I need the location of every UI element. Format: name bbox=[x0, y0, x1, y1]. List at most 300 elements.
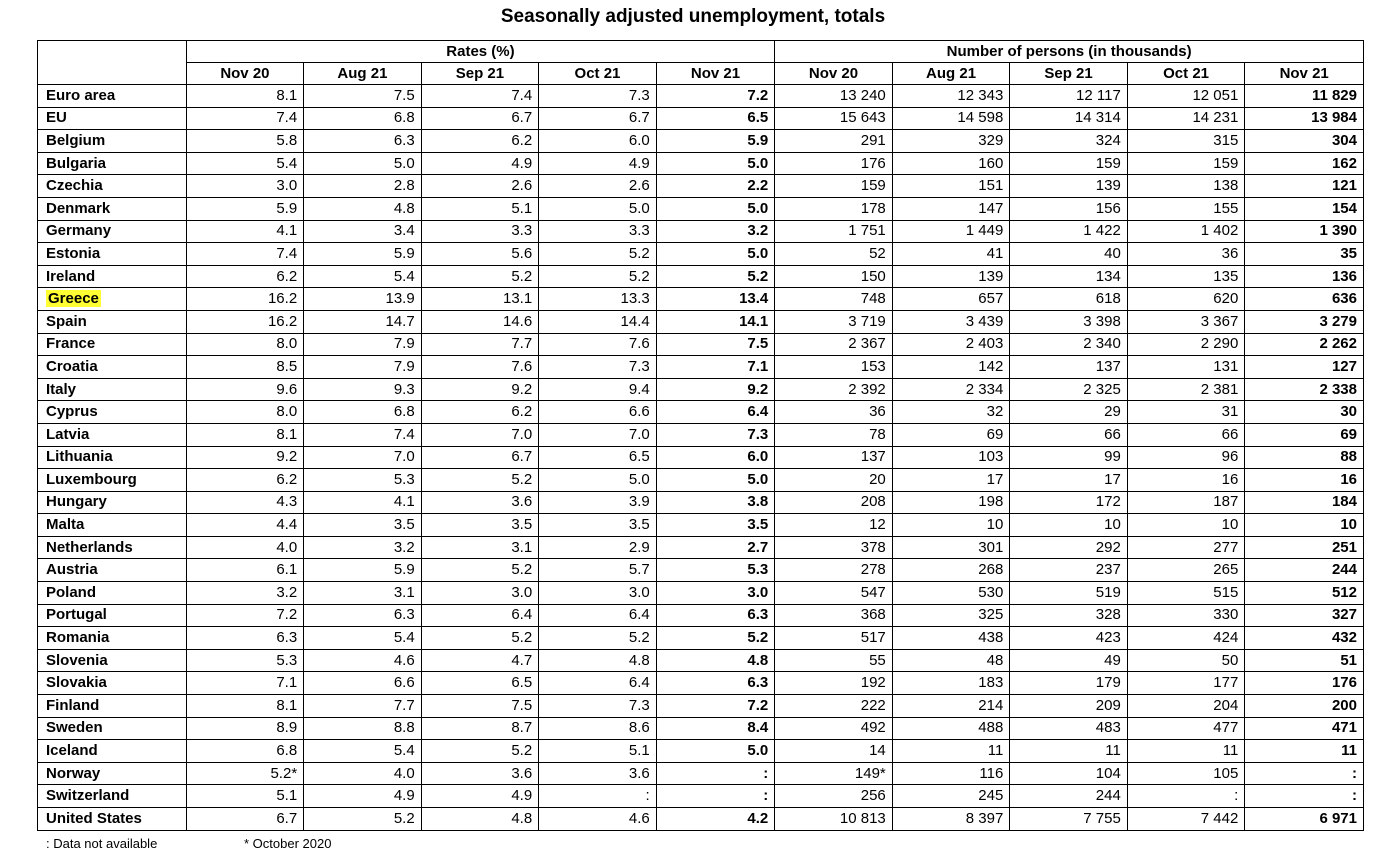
rate-cell: 6.2 bbox=[421, 401, 539, 424]
country-name bbox=[38, 378, 187, 401]
persons-cell: 368 bbox=[775, 604, 893, 627]
country-name bbox=[38, 288, 187, 311]
persons-cell: 176 bbox=[775, 152, 893, 175]
persons-cell: 10 bbox=[892, 514, 1010, 537]
persons-cell: 35 bbox=[1245, 243, 1364, 266]
rate-cell: 3.8 bbox=[656, 491, 775, 514]
rate-cell: 6.3 bbox=[656, 604, 775, 627]
persons-cell: 2 334 bbox=[892, 378, 1010, 401]
rate-cell: 5.2 bbox=[421, 740, 539, 763]
country-label: Romania bbox=[46, 629, 110, 647]
persons-cell: 69 bbox=[1245, 423, 1364, 446]
rate-cell: : bbox=[656, 762, 775, 785]
country-name bbox=[38, 152, 187, 175]
persons-cell: 14 bbox=[775, 740, 893, 763]
persons-cell: 432 bbox=[1245, 627, 1364, 650]
persons-cell: 159 bbox=[775, 175, 893, 198]
header-persons-month: Nov 20 bbox=[775, 63, 893, 85]
country-name bbox=[38, 536, 187, 559]
rate-cell: 9.2 bbox=[656, 378, 775, 401]
persons-cell: 12 bbox=[775, 514, 893, 537]
persons-cell: 184 bbox=[1245, 491, 1364, 514]
header-persons-month: Aug 21 bbox=[892, 63, 1010, 85]
rate-cell: 3.6 bbox=[421, 491, 539, 514]
rate-cell: 7.0 bbox=[539, 423, 657, 446]
rate-cell: 3.3 bbox=[421, 220, 539, 243]
persons-cell: 278 bbox=[775, 559, 893, 582]
rate-cell: 7.0 bbox=[421, 423, 539, 446]
country-name bbox=[38, 310, 187, 333]
table-row bbox=[38, 401, 1364, 424]
rate-cell: 5.2 bbox=[421, 559, 539, 582]
persons-cell: 162 bbox=[1245, 152, 1364, 175]
rate-cell: 3.9 bbox=[539, 491, 657, 514]
country-label: Poland bbox=[46, 583, 97, 601]
country-name bbox=[38, 469, 187, 492]
country-name bbox=[38, 130, 187, 153]
rate-cell: 7.1 bbox=[656, 356, 775, 379]
persons-cell: 192 bbox=[775, 672, 893, 695]
unemployment-table bbox=[37, 40, 1364, 831]
persons-cell: 2 403 bbox=[892, 333, 1010, 356]
header-rates-month: Sep 21 bbox=[421, 63, 539, 85]
country-name bbox=[38, 220, 187, 243]
persons-cell: 277 bbox=[1127, 536, 1245, 559]
persons-cell: 178 bbox=[775, 197, 893, 220]
rate-cell: 13.9 bbox=[304, 288, 422, 311]
rate-cell: 3.4 bbox=[304, 220, 422, 243]
rate-cell: 8.0 bbox=[186, 333, 304, 356]
rate-cell: 4.8 bbox=[656, 649, 775, 672]
country-label: Austria bbox=[46, 561, 98, 579]
persons-cell: 244 bbox=[1245, 559, 1364, 582]
country-name bbox=[38, 514, 187, 537]
persons-cell: 78 bbox=[775, 423, 893, 446]
table-row bbox=[38, 378, 1364, 401]
rate-cell: 8.9 bbox=[186, 717, 304, 740]
persons-cell: 237 bbox=[1010, 559, 1128, 582]
persons-cell: 488 bbox=[892, 717, 1010, 740]
persons-cell: 154 bbox=[1245, 197, 1364, 220]
table-row bbox=[38, 85, 1364, 108]
persons-cell: 11 bbox=[1245, 740, 1364, 763]
persons-cell: 7 442 bbox=[1127, 808, 1245, 831]
rate-cell: 4.0 bbox=[304, 762, 422, 785]
country-name bbox=[38, 695, 187, 718]
persons-cell: 315 bbox=[1127, 130, 1245, 153]
persons-cell: 66 bbox=[1010, 423, 1128, 446]
persons-cell: : bbox=[1245, 785, 1364, 808]
country-name bbox=[38, 265, 187, 288]
table-row bbox=[38, 604, 1364, 627]
rate-cell: 5.4 bbox=[304, 265, 422, 288]
rate-cell: 4.2 bbox=[656, 808, 775, 831]
persons-cell: 10 813 bbox=[775, 808, 893, 831]
table-title: Seasonally adjusted unemployment, totals bbox=[500, 6, 886, 27]
persons-cell: 329 bbox=[892, 130, 1010, 153]
persons-cell: 1 402 bbox=[1127, 220, 1245, 243]
persons-cell: : bbox=[1245, 762, 1364, 785]
persons-cell: : bbox=[1127, 785, 1245, 808]
rate-cell: 8.5 bbox=[186, 356, 304, 379]
persons-cell: 69 bbox=[892, 423, 1010, 446]
persons-cell: 36 bbox=[1127, 243, 1245, 266]
rate-cell: 4.0 bbox=[186, 536, 304, 559]
persons-cell: 620 bbox=[1127, 288, 1245, 311]
country-label: United States bbox=[46, 809, 142, 827]
persons-cell: 636 bbox=[1245, 288, 1364, 311]
rate-cell: 6.3 bbox=[656, 672, 775, 695]
country-label: Latvia bbox=[46, 425, 90, 443]
persons-cell: 31 bbox=[1127, 401, 1245, 424]
country-label: Cyprus bbox=[46, 403, 98, 421]
persons-cell: 159 bbox=[1010, 152, 1128, 175]
header-rates-month: Oct 21 bbox=[539, 63, 657, 85]
header-persons-month: Oct 21 bbox=[1127, 63, 1245, 85]
rate-cell: 6.4 bbox=[421, 604, 539, 627]
persons-cell: 12 117 bbox=[1010, 85, 1128, 108]
persons-cell: 99 bbox=[1010, 446, 1128, 469]
rate-cell: 5.7 bbox=[539, 559, 657, 582]
persons-cell: 137 bbox=[775, 446, 893, 469]
rate-cell: 7.7 bbox=[421, 333, 539, 356]
rate-cell: 5.2* bbox=[186, 762, 304, 785]
rate-cell: 3.1 bbox=[421, 536, 539, 559]
rate-cell: 5.2 bbox=[539, 265, 657, 288]
persons-cell: 423 bbox=[1010, 627, 1128, 650]
table-row bbox=[38, 446, 1364, 469]
rate-cell: 5.2 bbox=[421, 627, 539, 650]
country-label: France bbox=[46, 335, 96, 353]
rate-cell: 3.0 bbox=[421, 582, 539, 605]
persons-cell: 291 bbox=[775, 130, 893, 153]
rate-cell: 7.3 bbox=[539, 85, 657, 108]
country-label: Italy bbox=[46, 380, 77, 398]
persons-cell: 256 bbox=[775, 785, 893, 808]
rate-cell: 7.4 bbox=[421, 85, 539, 108]
rate-cell: 6.0 bbox=[539, 130, 657, 153]
country-label: Malta bbox=[46, 516, 85, 534]
persons-cell: 204 bbox=[1127, 695, 1245, 718]
rate-cell: 4.9 bbox=[304, 785, 422, 808]
rate-cell: 6.4 bbox=[656, 401, 775, 424]
rate-cell: 5.0 bbox=[656, 243, 775, 266]
rate-cell: 5.2 bbox=[539, 627, 657, 650]
table-row bbox=[38, 130, 1364, 153]
rate-cell: 6.8 bbox=[304, 107, 422, 130]
persons-cell: 328 bbox=[1010, 604, 1128, 627]
rate-cell: 5.0 bbox=[539, 197, 657, 220]
persons-cell: 330 bbox=[1127, 604, 1245, 627]
country-name bbox=[38, 107, 187, 130]
country-name bbox=[38, 491, 187, 514]
rate-cell: 5.2 bbox=[421, 469, 539, 492]
persons-cell: 134 bbox=[1010, 265, 1128, 288]
country-name bbox=[38, 627, 187, 650]
rate-cell: 14.4 bbox=[539, 310, 657, 333]
rate-cell: 6.8 bbox=[304, 401, 422, 424]
persons-cell: 147 bbox=[892, 197, 1010, 220]
country-name bbox=[38, 582, 187, 605]
persons-cell: 657 bbox=[892, 288, 1010, 311]
table-row bbox=[38, 333, 1364, 356]
persons-cell: 15 643 bbox=[775, 107, 893, 130]
country-label: Hungary bbox=[46, 493, 107, 511]
table-row bbox=[38, 627, 1364, 650]
rate-cell: 4.9 bbox=[539, 152, 657, 175]
persons-cell: 618 bbox=[1010, 288, 1128, 311]
rate-cell: 6.5 bbox=[656, 107, 775, 130]
table-row bbox=[38, 672, 1364, 695]
rate-cell: 2.6 bbox=[421, 175, 539, 198]
country-name bbox=[38, 423, 187, 446]
rate-cell: 8.1 bbox=[186, 423, 304, 446]
persons-cell: 153 bbox=[775, 356, 893, 379]
persons-cell: 8 397 bbox=[892, 808, 1010, 831]
persons-cell: 11 bbox=[1010, 740, 1128, 763]
persons-cell: 104 bbox=[1010, 762, 1128, 785]
table-row bbox=[38, 740, 1364, 763]
rate-cell: 9.2 bbox=[186, 446, 304, 469]
rate-cell: 6.2 bbox=[186, 265, 304, 288]
persons-cell: 40 bbox=[1010, 243, 1128, 266]
rate-cell: : bbox=[656, 785, 775, 808]
rate-cell: 6.0 bbox=[656, 446, 775, 469]
persons-cell: 116 bbox=[892, 762, 1010, 785]
persons-cell: 10 bbox=[1245, 514, 1364, 537]
rate-cell: 4.4 bbox=[186, 514, 304, 537]
header-rates-month: Aug 21 bbox=[304, 63, 422, 85]
table-row bbox=[38, 808, 1364, 831]
rate-cell: 5.0 bbox=[656, 197, 775, 220]
country-name bbox=[38, 446, 187, 469]
table-row bbox=[38, 695, 1364, 718]
rate-cell: 9.4 bbox=[539, 378, 657, 401]
persons-cell: 2 290 bbox=[1127, 333, 1245, 356]
persons-cell: 150 bbox=[775, 265, 893, 288]
country-label: Slovenia bbox=[46, 651, 108, 669]
persons-cell: 547 bbox=[775, 582, 893, 605]
rate-cell: 6.1 bbox=[186, 559, 304, 582]
country-name bbox=[38, 808, 187, 831]
country-name bbox=[38, 333, 187, 356]
rate-cell: 4.6 bbox=[539, 808, 657, 831]
table-row bbox=[38, 220, 1364, 243]
rate-cell: : bbox=[539, 785, 657, 808]
country-label: Bulgaria bbox=[46, 154, 107, 172]
table-row bbox=[38, 197, 1364, 220]
country-label: Netherlands bbox=[46, 538, 133, 556]
country-label: Ireland bbox=[46, 267, 96, 285]
rate-cell: 4.8 bbox=[304, 197, 422, 220]
rate-cell: 8.7 bbox=[421, 717, 539, 740]
persons-cell: 2 262 bbox=[1245, 333, 1364, 356]
persons-cell: 12 051 bbox=[1127, 85, 1245, 108]
rate-cell: 5.9 bbox=[304, 243, 422, 266]
rate-cell: 5.4 bbox=[186, 152, 304, 175]
persons-cell: 88 bbox=[1245, 446, 1364, 469]
rate-cell: 7.3 bbox=[539, 695, 657, 718]
persons-cell: 16 bbox=[1245, 469, 1364, 492]
country-label: Norway bbox=[46, 764, 101, 782]
persons-cell: 41 bbox=[892, 243, 1010, 266]
rate-cell: 13.3 bbox=[539, 288, 657, 311]
persons-cell: 2 325 bbox=[1010, 378, 1128, 401]
country-label: Greece bbox=[48, 290, 99, 308]
rate-cell: 7.9 bbox=[304, 356, 422, 379]
rate-cell: 7.2 bbox=[656, 695, 775, 718]
table-row bbox=[38, 423, 1364, 446]
table-row bbox=[38, 491, 1364, 514]
rate-cell: 7.4 bbox=[186, 107, 304, 130]
rate-cell: 3.1 bbox=[304, 582, 422, 605]
persons-cell: 160 bbox=[892, 152, 1010, 175]
country-label: Slovakia bbox=[46, 674, 107, 692]
rate-cell: 8.6 bbox=[539, 717, 657, 740]
country-name bbox=[38, 785, 187, 808]
persons-cell: 2 392 bbox=[775, 378, 893, 401]
persons-cell: 30 bbox=[1245, 401, 1364, 424]
rate-cell: 14.6 bbox=[421, 310, 539, 333]
persons-cell: 265 bbox=[1127, 559, 1245, 582]
footnote-not-available: : Data not available bbox=[46, 836, 158, 851]
persons-cell: 1 449 bbox=[892, 220, 1010, 243]
country-name bbox=[38, 649, 187, 672]
persons-cell: 136 bbox=[1245, 265, 1364, 288]
persons-cell: 96 bbox=[1127, 446, 1245, 469]
rate-cell: 7.0 bbox=[304, 446, 422, 469]
header-months-row bbox=[38, 63, 1364, 85]
table-row bbox=[38, 175, 1364, 198]
rate-cell: 8.4 bbox=[656, 717, 775, 740]
country-label: Czechia bbox=[46, 177, 103, 195]
rate-cell: 3.0 bbox=[539, 582, 657, 605]
country-name bbox=[38, 175, 187, 198]
rate-cell: 5.0 bbox=[656, 469, 775, 492]
rate-cell: 16.2 bbox=[186, 288, 304, 311]
persons-cell: 304 bbox=[1245, 130, 1364, 153]
persons-cell: 492 bbox=[775, 717, 893, 740]
rate-cell: 6.3 bbox=[186, 627, 304, 650]
persons-cell: 424 bbox=[1127, 627, 1245, 650]
persons-cell: 512 bbox=[1245, 582, 1364, 605]
rate-cell: 3.5 bbox=[304, 514, 422, 537]
footnote-october: * October 2020 bbox=[244, 836, 332, 851]
rate-cell: 8.0 bbox=[186, 401, 304, 424]
persons-cell: 11 bbox=[892, 740, 1010, 763]
rate-cell: 4.7 bbox=[421, 649, 539, 672]
country-label: Estonia bbox=[46, 244, 101, 262]
persons-cell: 16 bbox=[1127, 469, 1245, 492]
rate-cell: 5.1 bbox=[539, 740, 657, 763]
rate-cell: 14.7 bbox=[304, 310, 422, 333]
rate-cell: 13.4 bbox=[656, 288, 775, 311]
rate-cell: 4.9 bbox=[421, 152, 539, 175]
rate-cell: 5.0 bbox=[539, 469, 657, 492]
persons-cell: 268 bbox=[892, 559, 1010, 582]
persons-cell: 29 bbox=[1010, 401, 1128, 424]
rate-cell: 7.4 bbox=[304, 423, 422, 446]
rate-cell: 4.9 bbox=[421, 785, 539, 808]
country-name bbox=[38, 197, 187, 220]
rate-cell: 5.2 bbox=[421, 265, 539, 288]
table-row bbox=[38, 582, 1364, 605]
persons-cell: 14 598 bbox=[892, 107, 1010, 130]
rate-cell: 4.1 bbox=[304, 491, 422, 514]
table-row bbox=[38, 310, 1364, 333]
persons-cell: 177 bbox=[1127, 672, 1245, 695]
rate-cell: 3.2 bbox=[656, 220, 775, 243]
rate-cell: 3.3 bbox=[539, 220, 657, 243]
table-row bbox=[38, 243, 1364, 266]
rate-cell: 5.9 bbox=[656, 130, 775, 153]
persons-cell: 3 398 bbox=[1010, 310, 1128, 333]
rate-cell: 3.2 bbox=[304, 536, 422, 559]
persons-cell: 131 bbox=[1127, 356, 1245, 379]
persons-cell: 14 314 bbox=[1010, 107, 1128, 130]
rate-cell: 5.2 bbox=[656, 265, 775, 288]
persons-cell: 151 bbox=[892, 175, 1010, 198]
persons-cell: 66 bbox=[1127, 423, 1245, 446]
rate-cell: 8.1 bbox=[186, 695, 304, 718]
country-label: Euro area bbox=[46, 86, 116, 104]
country-name bbox=[38, 356, 187, 379]
rate-cell: 2.6 bbox=[539, 175, 657, 198]
country-label: Finland bbox=[46, 696, 100, 714]
rate-cell: 7.5 bbox=[421, 695, 539, 718]
persons-cell: 1 390 bbox=[1245, 220, 1364, 243]
persons-cell: 209 bbox=[1010, 695, 1128, 718]
persons-cell: 1 751 bbox=[775, 220, 893, 243]
persons-cell: 103 bbox=[892, 446, 1010, 469]
persons-cell: 159 bbox=[1127, 152, 1245, 175]
persons-cell: 3 279 bbox=[1245, 310, 1364, 333]
rate-cell: 5.8 bbox=[186, 130, 304, 153]
persons-cell: 2 367 bbox=[775, 333, 893, 356]
persons-cell: 49 bbox=[1010, 649, 1128, 672]
country-label: Iceland bbox=[46, 742, 98, 760]
persons-cell: 105 bbox=[1127, 762, 1245, 785]
rate-cell: 2.7 bbox=[656, 536, 775, 559]
persons-cell: 121 bbox=[1245, 175, 1364, 198]
rate-cell: 5.2 bbox=[539, 243, 657, 266]
persons-cell: 10 bbox=[1010, 514, 1128, 537]
table-row bbox=[38, 356, 1364, 379]
persons-cell: 172 bbox=[1010, 491, 1128, 514]
persons-cell: 149* bbox=[775, 762, 893, 785]
header-persons-month: Sep 21 bbox=[1010, 63, 1128, 85]
country-label: Luxembourg bbox=[46, 470, 137, 488]
persons-cell: 6 971 bbox=[1245, 808, 1364, 831]
persons-cell: 48 bbox=[892, 649, 1010, 672]
persons-cell: 3 719 bbox=[775, 310, 893, 333]
persons-cell: 324 bbox=[1010, 130, 1128, 153]
persons-cell: 200 bbox=[1245, 695, 1364, 718]
persons-cell: 183 bbox=[892, 672, 1010, 695]
rate-cell: 7.6 bbox=[421, 356, 539, 379]
rate-cell: 2.9 bbox=[539, 536, 657, 559]
rate-cell: 6.5 bbox=[539, 446, 657, 469]
table-body bbox=[38, 85, 1364, 831]
rate-cell: 6.4 bbox=[539, 604, 657, 627]
rate-cell: 9.2 bbox=[421, 378, 539, 401]
rate-cell: 2.2 bbox=[656, 175, 775, 198]
rate-cell: 8.8 bbox=[304, 717, 422, 740]
rate-cell: 6.7 bbox=[421, 107, 539, 130]
persons-cell: 438 bbox=[892, 627, 1010, 650]
persons-cell: 11 bbox=[1127, 740, 1245, 763]
country-label: Portugal bbox=[46, 606, 107, 624]
